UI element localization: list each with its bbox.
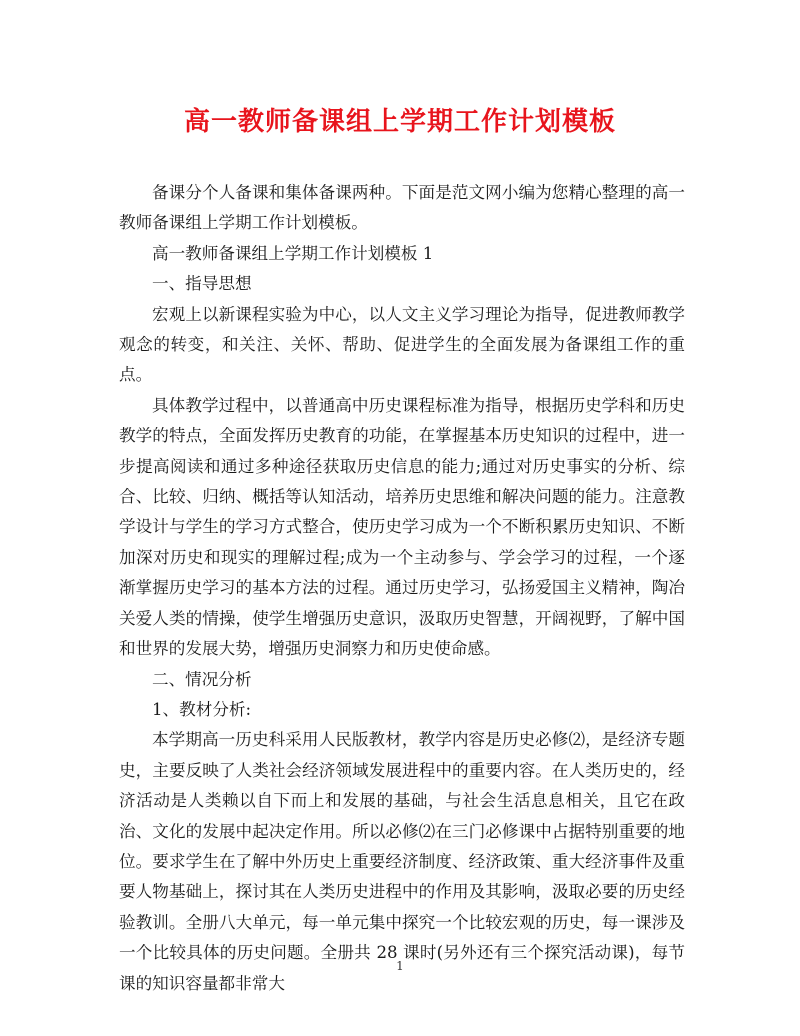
section-heading: 1、教材分析: [152,699,252,719]
section-heading: 一、指导思想 [152,274,252,294]
body-paragraph: 宏观上以新课程实验为中心，以人文主义学习理论为指导，促进教师教学观念的转变，和关注、关怀、帮助、促进学生的全面发展为备课组工作的重点。 [119,304,685,385]
page-number: 1 [396,959,404,973]
body-paragraph: 具体教学过程中，以普通高中历史课程标准为指导，根据历史学科和历史教学的特点，全面发挥历史教育的功能，在掌握基本历史知识的过程中，进一步提高阅读和通过多种途径获取历史信息的能力;通过对历史事实的分析、综合、比较、归纳、概括等认知活动，培养历史思维和解决问题的能力。注意教学设计与学生的学习方式整合，使历史学习成为一个不断积累历史知识、不断加深对历史和现实的理解过程;成为一个主动参与、学会学习的过程，一个逐渐掌握历史学习的基本方法的过程。通过历史学习，弘扬爱国主义精神，陶冶关爱人类的情操，使学生增强历史意识，汲取历史智慧，开阔视野，了解中国和世界的发展大势，增强历史洞察力和历史使命感。 [119,395,685,659]
section-heading: 高一教师备课组上学期工作计划模板 1 [152,243,434,263]
body-paragraph: 本学期高一历史科采用人民版教材，教学内容是历史必修⑵，是经济专题史，主要反映了人类社会经济领域发展进程中的重要内容。在人类历史的，经济活动是人类赖以自下而上和发展的基础，与社会生活息息相关，且它在政治、文化的发展中起决定作用。所以必修⑵在三门必修课中占据特别重要的地位。要求学生在了解中外历史上重要经济制度、经济政策、重大经济事件及重要人物基础上，探讨其在人类历史进程中的作用及其影响，汲取必要的历史经验教训。全册八大单元，每一单元集中探究一个比较宏观的历史，每一课涉及一个比较具体的历史问题。全册共 28 课时(另外还有三个探究活动课)，每节课的知识容量都非常大 [119,730,685,993]
document-title: 高一教师备课组上学期工作计划模板 [183,107,616,137]
intro-paragraph: 备课分个人备课和集体备课两种。下面是范文网小编为您精心整理的高一教师备课组上学期工作计划模板。 [119,183,685,233]
document-body [119,178,685,999]
section-heading: 二、情况分析 [152,669,252,689]
